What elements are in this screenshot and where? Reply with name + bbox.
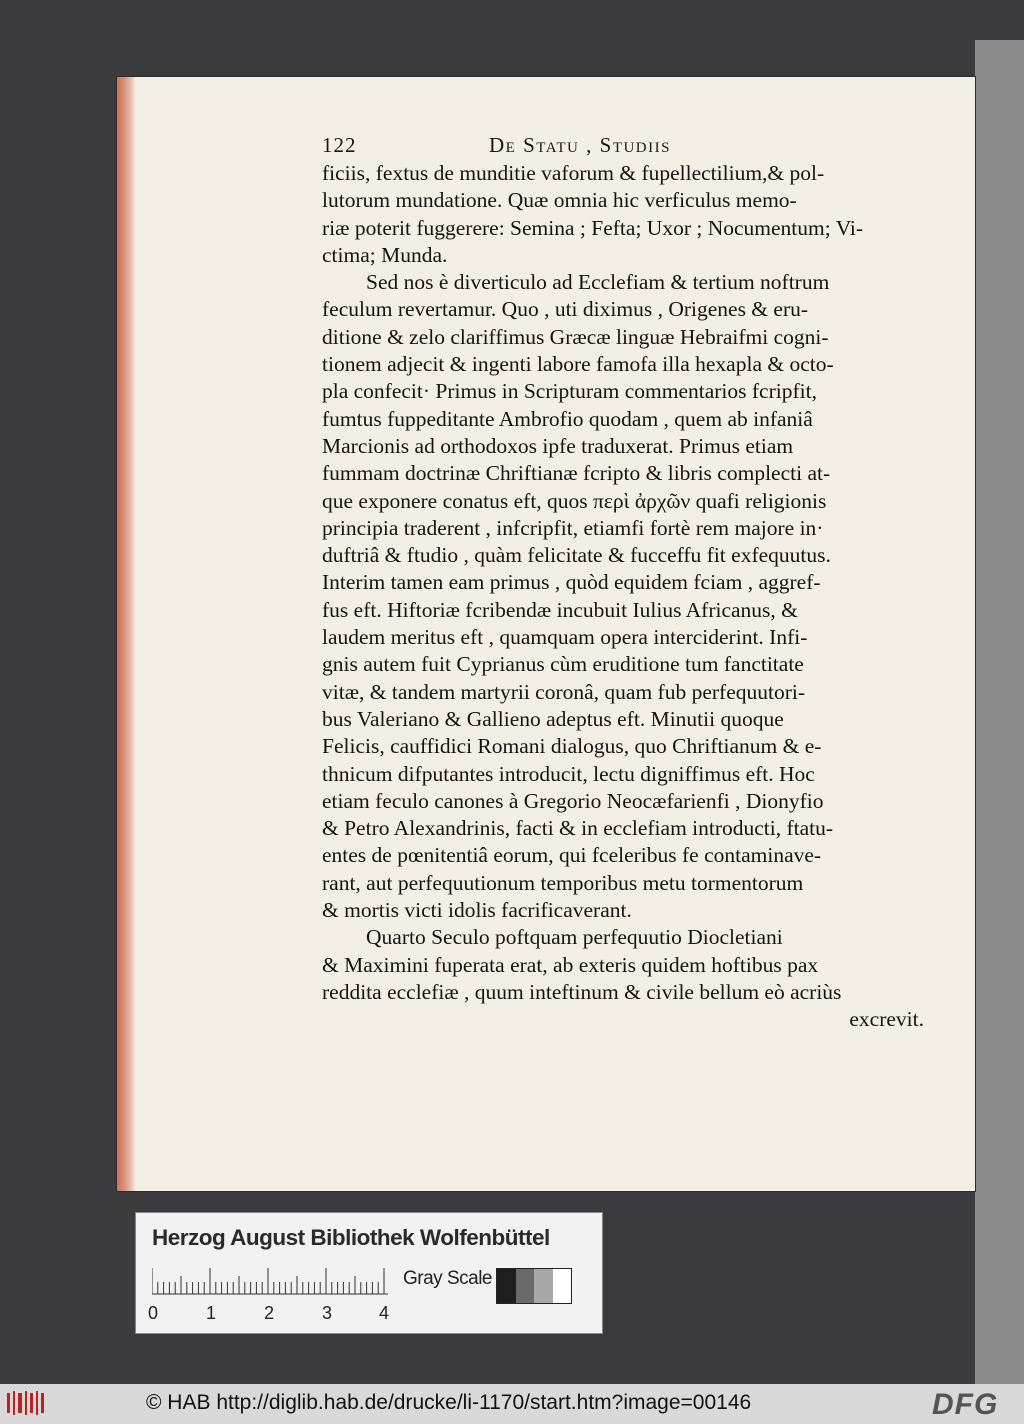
text-line: Marcionis ad orthodoxos ipfe traduxerat. Primus etiam <box>322 433 794 458</box>
ruler-number: 3 <box>322 1303 333 1323</box>
text-line: & Petro Alexandrinis, facti & in ecclefiam introducti, ftatu- <box>322 816 834 841</box>
ruler-number: 4 <box>379 1303 390 1323</box>
ruler-scale <box>152 1266 396 1296</box>
text-line: feculum revertamur. Quo , uti diximus , Origenes & eru- <box>322 297 809 322</box>
hab-barcode-logo-icon <box>6 1389 46 1417</box>
facing-page-edge <box>975 40 1024 1385</box>
text-line: ficiis, fextus de munditie vaforum & fupellectilium,& pol- <box>322 161 825 185</box>
gray-scale-label: Gray Scale <box>403 1268 492 1289</box>
gray-scale-swatch <box>496 1268 572 1304</box>
body-text <box>322 160 924 1034</box>
text-line: tionem adjecit & ingenti labore famofa illa hexapla & octo- <box>322 352 834 377</box>
text-line: laudem meritus eft , quamquam opera interciderint. Infi- <box>322 625 808 650</box>
text-line: Felicis, cauffidici Romani dialogus, quo Chriftianum & e- <box>322 734 822 759</box>
ruler-number: 1 <box>206 1303 217 1323</box>
gray-level-patch <box>516 1269 535 1303</box>
text-line: lutorum mundatione. Quæ omnia hic verficulus memo- <box>322 188 797 213</box>
text-line: gnis autem fuit Cyprianus cùm eruditione tum fanctitate <box>322 652 804 677</box>
text-line: Quarto Seculo poftquam perfequutio Diocletiani <box>366 925 783 950</box>
text-line: que exponere conatus eft, quos περὶ ἀρχῶν quafi religionis <box>322 488 827 513</box>
text-line: fummam doctrinæ Chriftianæ fcripto & libris complecti at- <box>322 461 831 486</box>
text-line: reddita ecclefiæ , quum inteftinum & civile bellum eò acriùs <box>322 979 842 1004</box>
page-red-edge <box>117 77 135 1191</box>
text-line: thnicum difputantes introducit, lectu digniffimus eft. Hoc <box>322 761 815 786</box>
gray-level-patch <box>534 1269 553 1303</box>
copyright-url[interactable]: © HAB http://diglib.hab.de/drucke/li-1170/start.htm?image=00146 <box>146 1391 752 1414</box>
institution-name: Herzog August Bibliothek Wolfenbüttel <box>152 1225 550 1250</box>
text-line: Interim tamen eam primus , quòd equidem fciam , aggref- <box>322 570 821 595</box>
running-title: De Statu , Studiis <box>489 133 671 157</box>
text-line: riæ poterit fuggerere: Semina ; Fefta; Uxor ; Nocumentum; Vi- <box>322 215 864 240</box>
gray-level-patch <box>497 1269 516 1303</box>
ruler-number: 2 <box>264 1303 275 1323</box>
text-line: & mortis victi idolis facrificaverant. <box>322 898 632 923</box>
page-header <box>322 133 722 159</box>
text-line: pla confecit· Primus in Scripturam commentarios fcripfit, <box>322 379 817 404</box>
page-number: 122 <box>322 133 357 157</box>
text-line: & Maximini fuperata erat, ab exteris quidem hoftibus pax <box>322 952 819 977</box>
text-line: principia traderent , infcripfit, etiamfi fortè rem majore in· <box>322 515 824 540</box>
text-line: ctima; Munda. <box>322 242 448 267</box>
text-line: etiam feculo canones à Gregorio Neocæfarienfi , Dionyfio <box>322 788 824 813</box>
text-line: vitæ, & tandem martyrii coronâ, quam fub perfequutori- <box>322 679 806 704</box>
text-line: entes de pœnitentiâ eorum, qui fceleribus fe contaminave- <box>322 843 822 868</box>
text-line: fus eft. Hiftoriæ fcribendæ incubuit Iulius Africanus, & <box>322 597 798 622</box>
text-line: fumtus fuppeditante Ambrofio quodam , quem ab infaniâ <box>322 406 813 431</box>
ruler-number: 0 <box>148 1303 159 1323</box>
dfg-logo: DFG <box>932 1388 999 1421</box>
text-line: duftriâ & ftudio , quàm felicitate & fucceffu fit exfequutus. <box>322 543 831 568</box>
text-line: bus Valeriano & Gallieno adeptus eft. Minutii quoque <box>322 706 784 731</box>
text-line: ditione & zelo clariffimus Græcæ linguæ Hebraifmi cogni- <box>322 324 829 349</box>
gray-level-patch <box>553 1269 572 1303</box>
text-line: Sed nos è diverticulo ad Ecclefiam & tertium noftrum <box>366 270 830 295</box>
text-line: rant, aut perfequutionum temporibus metu tormentorum <box>322 870 804 895</box>
text-line: excrevit. <box>849 1007 924 1032</box>
